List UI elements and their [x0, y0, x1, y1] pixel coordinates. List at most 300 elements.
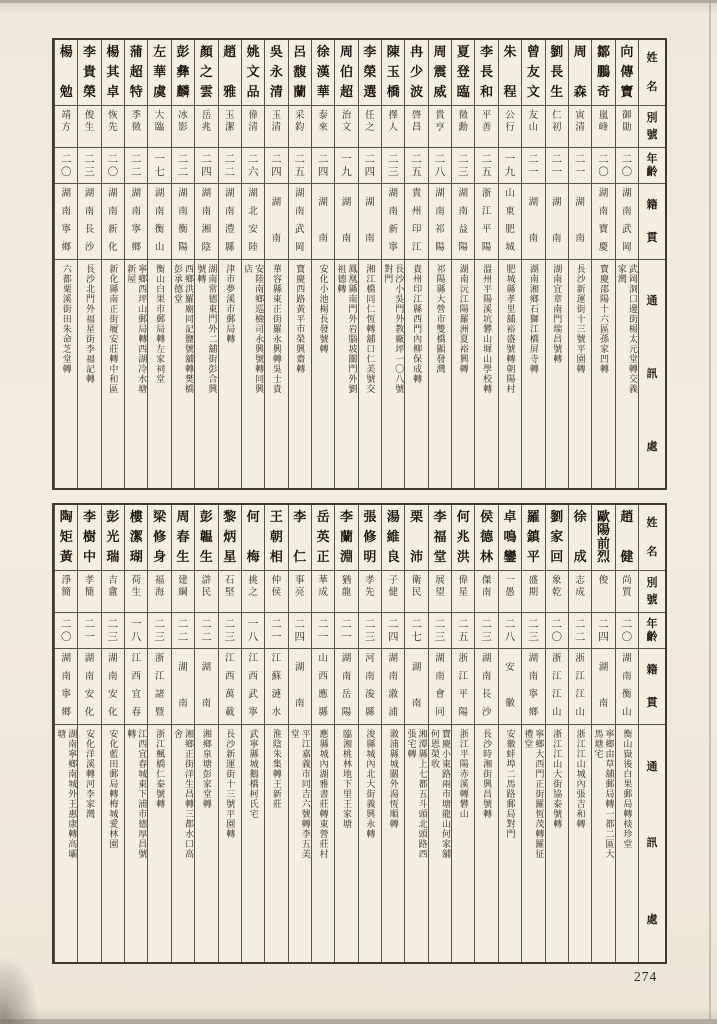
glyph: 平	[458, 689, 469, 700]
glyph: 湖	[131, 189, 142, 200]
glyph: 二	[271, 153, 282, 165]
glyph: 偉	[248, 111, 258, 121]
roster-entry	[428, 505, 451, 962]
glyph: 平	[481, 111, 492, 121]
glyph: 二	[131, 153, 142, 165]
entry-name	[289, 505, 311, 571]
glyph: 春	[176, 529, 190, 544]
glyph: 尚	[622, 576, 632, 586]
entry-address	[359, 725, 381, 962]
glyph: 少	[410, 64, 424, 79]
glyph: 一	[574, 166, 586, 178]
entry-age	[289, 148, 311, 184]
roster-entry	[474, 40, 497, 488]
glyph: 陳	[386, 44, 400, 59]
glyph: 南	[435, 207, 445, 218]
entry-address	[616, 260, 638, 488]
entry-alias	[522, 106, 544, 148]
address-text: 安化藍田郵局轉梅城愛林園	[108, 729, 119, 849]
address-text: 淮陰朱集轉王新莊	[271, 729, 282, 809]
glyph: 南	[365, 672, 375, 683]
entry-address	[102, 260, 124, 488]
roster-entry	[264, 40, 287, 488]
glyph: 衡	[154, 224, 165, 235]
glyph: 南	[411, 698, 422, 709]
glyph: 載	[224, 707, 235, 718]
glyph: 湖	[224, 189, 235, 200]
address-text: 肥城縣孝里舖裕盛號轉朝陽村	[505, 264, 516, 394]
glyph: 一	[551, 166, 562, 178]
entry-alias	[265, 106, 287, 148]
address-text: 溫州平陽溪坑礬山墀山學校轉	[482, 264, 493, 394]
glyph: 榮	[363, 64, 377, 79]
entry-name	[546, 505, 568, 571]
glyph: 蘇	[271, 672, 282, 683]
entry-name	[219, 40, 241, 106]
glyph: 南	[388, 672, 398, 683]
entry-age	[359, 613, 381, 649]
glyph: 愚	[505, 588, 515, 598]
glyph: 玉	[386, 64, 400, 79]
entry-alias	[102, 571, 124, 613]
entry-alias	[242, 106, 264, 148]
address-text: 寧鄉西坪山郵局轉西湖冷水塘新屋	[126, 264, 148, 394]
glyph: 湖	[435, 189, 445, 200]
glyph: 江	[271, 654, 282, 665]
glyph: 姓	[646, 517, 658, 530]
glyph: 春	[131, 707, 142, 718]
entry-name	[102, 40, 124, 106]
entry-age	[78, 613, 100, 649]
address-text: 浙江楓橋仁泰號轉	[155, 729, 166, 809]
glyph: 一	[271, 631, 282, 643]
glyph: 湖	[481, 654, 492, 665]
entry-name	[616, 40, 638, 106]
entry-alias	[616, 571, 638, 613]
entry-age	[102, 613, 124, 649]
entry-alias	[592, 571, 614, 613]
page-number: 274	[634, 969, 658, 984]
glyph: 展	[435, 576, 445, 586]
glyph: 華	[318, 576, 328, 586]
glyph: 之	[199, 64, 213, 79]
address-text: 湖南常德東門外二舖街彭合興號轉	[196, 264, 218, 394]
entry-address	[219, 260, 241, 488]
entry-age	[429, 148, 451, 184]
glyph: 陽	[481, 242, 492, 253]
glyph: 南	[528, 233, 539, 244]
glyph: 初	[551, 123, 562, 133]
glyph: 滸	[201, 576, 212, 586]
glyph: 楊	[106, 44, 120, 59]
glyph: 寧	[61, 224, 71, 235]
entry-name	[242, 40, 264, 106]
glyph: 湖	[551, 198, 562, 209]
glyph: 二	[294, 618, 306, 630]
entry-age	[405, 613, 427, 649]
entry-alias	[242, 571, 264, 613]
roster-entry	[545, 40, 568, 488]
roster-entry	[311, 40, 334, 488]
glyph: 山	[575, 707, 585, 718]
glyph: 威	[433, 84, 447, 99]
glyph: 盦	[108, 588, 118, 598]
roster-entry	[334, 505, 357, 962]
entry-address	[569, 260, 591, 488]
glyph: 趙	[620, 509, 634, 524]
entry-alias	[546, 571, 568, 613]
entry-alias	[405, 106, 427, 148]
glyph: 二	[60, 153, 72, 165]
entry-age	[475, 613, 497, 649]
roster-entry	[521, 40, 544, 488]
glyph: 一	[154, 153, 165, 165]
entry-age	[195, 613, 217, 649]
glyph: 四	[201, 166, 212, 178]
glyph: 二	[84, 618, 95, 630]
glyph: 南	[598, 698, 609, 709]
entry-address	[546, 725, 568, 962]
glyph: 瑞	[106, 549, 120, 564]
glyph: 洪	[456, 549, 470, 564]
glyph: 沛	[410, 549, 424, 564]
glyph: 挑	[248, 576, 258, 586]
entry-age	[569, 613, 591, 649]
glyph: 清	[271, 123, 282, 133]
glyph: 南	[61, 207, 71, 218]
glyph: 西	[248, 672, 258, 683]
glyph: 湖	[295, 663, 305, 674]
entry-alias	[172, 571, 194, 613]
glyph: 其	[106, 64, 120, 79]
entry-name	[429, 40, 451, 106]
entry-name	[242, 505, 264, 571]
glyph: 四	[271, 166, 282, 178]
glyph: 李	[83, 44, 97, 59]
glyph: 南	[481, 672, 492, 683]
glyph: 朱	[503, 44, 517, 59]
entry-age	[125, 148, 147, 184]
glyph: 南	[61, 672, 71, 683]
roster-entry	[545, 505, 568, 962]
header-alias-label	[639, 106, 665, 148]
glyph: 二	[481, 153, 492, 165]
entry-alias	[335, 571, 357, 613]
glyph: 象	[551, 576, 562, 586]
glyph: 陸	[248, 242, 258, 253]
glyph: 江	[481, 207, 492, 218]
entry-address	[312, 260, 334, 488]
glyph: 友	[528, 111, 539, 121]
entry-alias	[452, 106, 474, 148]
glyph: 七	[411, 631, 422, 643]
roster-entry	[474, 505, 497, 962]
glyph: 二	[177, 153, 189, 165]
address-text: 湘鄉泉塘彭家堂轉	[201, 729, 212, 809]
glyph: 二	[411, 618, 422, 630]
glyph: 昌	[411, 123, 422, 133]
glyph: 荷	[131, 576, 142, 586]
entry-origin	[475, 184, 497, 260]
roster-entry	[124, 505, 147, 962]
glyph: 三	[434, 631, 446, 643]
address-text: 長沙時湘街興昌號轉	[482, 729, 493, 819]
glyph: 二	[598, 618, 609, 630]
entry-address	[452, 260, 474, 488]
glyph: 八	[247, 631, 259, 643]
glyph: 岡	[295, 242, 305, 253]
glyph: 劉	[550, 509, 564, 524]
entry-origin	[148, 184, 170, 260]
glyph: 伯	[340, 64, 354, 79]
glyph: 二	[341, 618, 352, 630]
entry-address	[475, 725, 497, 962]
entry-address	[312, 725, 334, 962]
glyph: 八	[434, 166, 446, 178]
header-name-label	[639, 40, 665, 106]
glyph: 登	[456, 64, 470, 79]
glyph: 山	[551, 707, 562, 718]
glyph: 應	[318, 689, 328, 700]
entry-alias	[592, 106, 614, 148]
entry-alias	[335, 106, 357, 148]
glyph: 二	[294, 153, 306, 165]
address-text: 寶慶西路黃平市榮興齋轉	[295, 264, 306, 374]
glyph: 新	[108, 224, 118, 235]
glyph: 李	[340, 509, 354, 524]
entry-origin	[148, 649, 170, 725]
entry-name	[219, 505, 241, 571]
entry-age	[359, 148, 381, 184]
address-text: 六都栗溪街田朱命芝堂轉	[61, 264, 72, 374]
roster-entry	[147, 505, 170, 962]
glyph: 南	[271, 233, 282, 244]
glyph: 江	[575, 689, 585, 700]
glyph: 七	[154, 166, 165, 178]
glyph: 齡	[646, 631, 658, 644]
entry-age	[312, 148, 334, 184]
entry-age	[102, 148, 124, 184]
entry-name	[312, 40, 334, 106]
glyph: 化	[84, 707, 95, 718]
entry-age	[382, 148, 404, 184]
glyph: 靖	[61, 111, 71, 121]
glyph: 回	[550, 549, 564, 564]
entry-name	[382, 40, 404, 106]
entry-age	[592, 613, 614, 649]
glyph: 衛	[411, 576, 422, 586]
roster-entry	[615, 505, 638, 962]
roster-entry	[288, 40, 311, 488]
glyph: 堂	[433, 549, 447, 564]
entry-origin	[102, 649, 124, 725]
entry-address	[265, 725, 287, 962]
glyph: 湖	[598, 663, 609, 674]
address-text: 漵浦縣城關外湯恆順轉	[388, 729, 399, 829]
glyph: 家	[550, 529, 564, 544]
glyph: 季	[131, 111, 142, 121]
glyph: 二	[201, 631, 212, 643]
entry-alias	[219, 106, 241, 148]
entry-name	[429, 505, 451, 571]
glyph: 湖	[575, 198, 585, 209]
entry-origin	[125, 649, 147, 725]
entry-alias	[359, 571, 381, 613]
glyph: 〇	[60, 166, 72, 178]
glyph: 震	[433, 64, 447, 79]
glyph: 任	[365, 111, 375, 121]
glyph: 仲	[271, 576, 282, 586]
entry-alias	[452, 571, 474, 613]
glyph: 南	[224, 207, 235, 218]
entry-origin	[265, 184, 287, 260]
glyph: 奇	[596, 84, 610, 99]
glyph: 一	[528, 166, 539, 178]
glyph: 鄉	[131, 242, 142, 253]
glyph: 平	[481, 224, 492, 235]
entry-age	[522, 613, 544, 649]
address-text: 湖南沅江陽羅洲夏裕興轉	[458, 264, 469, 374]
glyph: 湖	[154, 189, 165, 200]
entry-name	[265, 40, 287, 106]
roster-table-top	[52, 38, 667, 490]
address-text: 鳳凰縣南門外岩腦坡關門外劉祖德轉	[336, 264, 358, 394]
header-age-label	[639, 613, 665, 649]
glyph: 湖	[84, 189, 95, 200]
glyph: 亮	[295, 588, 305, 598]
glyph: 超	[340, 84, 354, 99]
entry-alias	[569, 106, 591, 148]
glyph: 江	[131, 654, 142, 665]
glyph: 二	[317, 618, 329, 630]
glyph: 二	[177, 166, 189, 178]
entry-origin	[405, 184, 427, 260]
entry-age	[592, 148, 614, 184]
entry-alias	[405, 571, 427, 613]
glyph: 海	[154, 588, 165, 598]
glyph: 陰	[201, 242, 212, 253]
entry-alias	[429, 106, 451, 148]
glyph: 湖	[178, 189, 188, 200]
glyph: 祁	[435, 224, 445, 235]
glyph: 州	[411, 207, 422, 218]
glyph: 波	[410, 84, 424, 99]
entry-alias	[148, 106, 170, 148]
address-text: 浙江平陽赤溪轉礬山	[458, 729, 469, 819]
glyph: 徽	[505, 698, 515, 709]
glyph: 山	[318, 654, 328, 665]
glyph: 湖	[61, 189, 71, 200]
glyph: 二	[434, 618, 446, 630]
glyph: 雲	[199, 84, 213, 99]
glyph: 卓	[106, 84, 120, 99]
glyph: 二	[224, 166, 235, 178]
glyph: 二	[574, 153, 586, 165]
glyph: 泰	[318, 111, 328, 121]
glyph: 先	[365, 588, 375, 598]
entry-alias	[569, 571, 591, 613]
glyph: 劉	[550, 44, 564, 59]
entry-address	[429, 260, 451, 488]
glyph: 淵	[340, 549, 354, 564]
glyph: 四	[364, 166, 376, 178]
glyph: 九	[341, 166, 352, 178]
glyph: 一	[247, 618, 259, 630]
glyph: 鎮	[526, 529, 540, 544]
glyph: 別	[646, 577, 658, 590]
entry-origin	[55, 184, 77, 260]
entry-address	[242, 260, 264, 488]
glyph: 二	[458, 153, 469, 165]
entry-alias	[195, 571, 217, 613]
glyph: 化	[108, 707, 118, 718]
glyph: 四	[294, 631, 306, 643]
glyph: 二	[387, 153, 399, 165]
entry-origin	[172, 184, 194, 260]
entry-alias	[475, 106, 497, 148]
glyph: 岡	[622, 242, 632, 253]
entry-alias	[522, 571, 544, 613]
address-text: 安化洋溪轉河李家灣	[85, 729, 96, 819]
address-text: 貴州印江縣西門內柳保成轉	[412, 264, 423, 384]
glyph: 鑾	[503, 549, 517, 564]
glyph: 周	[573, 44, 587, 59]
glyph: 貫	[646, 232, 658, 245]
roster-entry	[288, 505, 311, 962]
roster-entry	[358, 40, 381, 488]
glyph: 三	[387, 166, 399, 178]
glyph: 徵	[131, 123, 142, 133]
glyph: 五	[458, 631, 469, 643]
glyph: 漣	[271, 689, 282, 700]
entry-origin	[429, 184, 451, 260]
glyph: 南	[295, 207, 305, 218]
glyph: 二	[177, 631, 189, 643]
glyph: 冰	[178, 111, 188, 121]
glyph: 二	[224, 153, 235, 165]
glyph: 縣	[365, 707, 375, 718]
entry-address	[359, 260, 381, 488]
glyph: 治	[341, 111, 352, 121]
glyph: 處	[646, 441, 658, 454]
glyph: 勛	[622, 123, 632, 133]
glyph: 蘭	[340, 529, 354, 544]
glyph: 沙	[481, 707, 492, 718]
roster-entry	[521, 505, 544, 962]
glyph: 寶	[598, 224, 609, 235]
address-text: 寧鄉大西門正街羅恆茂轉羅征禮堂	[523, 729, 545, 859]
glyph: 名	[646, 80, 658, 93]
glyph: 羅	[526, 509, 540, 524]
glyph: 湖	[622, 654, 632, 665]
address-text: 寧鄉由草舖郵局轉一都二區大馬塘宅	[593, 729, 615, 859]
address-text: 安化小池楊長發號轉	[318, 264, 329, 354]
entry-origin	[569, 649, 591, 725]
glyph: 森	[573, 84, 587, 99]
glyph: 乾	[551, 588, 562, 598]
glyph: 山	[505, 189, 515, 200]
roster-entry	[381, 505, 404, 962]
entry-age	[312, 613, 334, 649]
glyph: 鵬	[596, 64, 610, 79]
glyph: 二	[598, 153, 609, 165]
glyph: 湖	[341, 198, 352, 209]
entry-name	[522, 40, 544, 106]
glyph: 號	[646, 128, 658, 141]
glyph: 成	[575, 588, 585, 598]
entry-origin	[172, 649, 194, 725]
glyph: 仁	[293, 549, 307, 564]
